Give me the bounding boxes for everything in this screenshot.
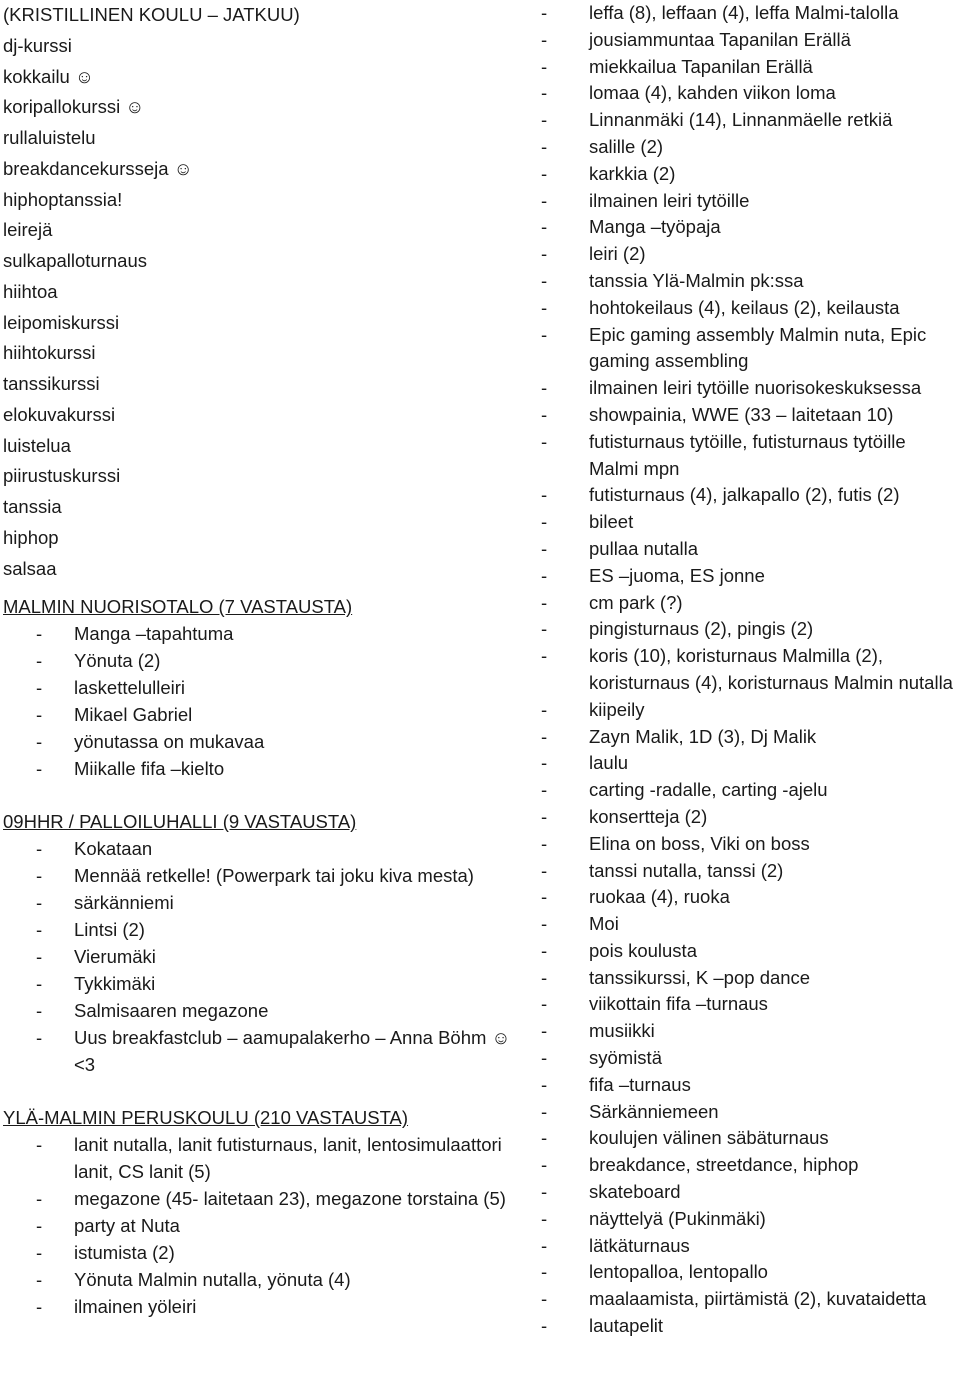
list-item — [3, 889, 523, 916]
list-item — [541, 322, 960, 376]
list-item-text: carting -radalle, carting -ajelu — [589, 779, 828, 801]
bullet-dash: - — [541, 618, 548, 640]
bullet-dash: - — [541, 1020, 548, 1042]
bullet-dash: - — [541, 993, 548, 1015]
intro-line: elokuvakurssi — [3, 403, 116, 425]
list-item-text: Epic gaming assembly Malmin nuta, Epic gaming assembling — [589, 323, 927, 372]
bullet-dash: - — [541, 403, 548, 425]
list-item-text: pingisturnaus (2), pingis (2) — [589, 618, 814, 640]
bullet-dash: - — [541, 779, 548, 801]
list-item-text: istumista (2) — [74, 1242, 175, 1264]
list-item-text: Zayn Malik, 1D (3), Dj Malik — [589, 725, 817, 747]
list-item — [3, 1293, 523, 1320]
list-item-text: koulujen välinen säbäturnaus — [589, 1127, 829, 1149]
list-item-text: tanssikurssi, K –pop dance — [589, 966, 811, 988]
list-item-text: Lintsi (2) — [74, 919, 145, 941]
list-item-text: tanssi nutalla, tanssi (2) — [589, 859, 784, 881]
list-item-text: leffa (8), leffaan (4), leffa Malmi-talolla — [589, 2, 899, 23]
list-item — [3, 674, 523, 701]
intro-line: (KRISTILLINEN KOULU – JATKUU) — [3, 4, 300, 25]
section-heading: 09HHR / PALLOILUHALLI (9 VASTAUSTA) — [3, 811, 357, 833]
section-heading: MALMIN NUORISOTALO (7 VASTAUSTA) — [3, 596, 353, 618]
list-item-text: karkkia (2) — [589, 162, 676, 184]
section-gap — [3, 584, 523, 593]
bullet-dash: - — [36, 704, 43, 726]
list-item — [541, 697, 960, 724]
list-item — [3, 1131, 523, 1185]
list-item-text: särkänniemi — [74, 892, 174, 914]
bullet-dash: - — [36, 1134, 43, 1156]
bullet-dash: - — [541, 2, 548, 23]
list-item-text: Vierumäki — [74, 946, 156, 968]
bullet-dash: - — [36, 1188, 43, 1210]
list-item-text: skateboard — [589, 1181, 681, 1203]
bullet-dash: - — [541, 1127, 548, 1149]
list-item — [541, 161, 960, 188]
bullet-dash: - — [541, 216, 548, 238]
list-item — [541, 1233, 960, 1260]
bullet-dash: - — [36, 623, 43, 645]
bullet-dash: - — [36, 1242, 43, 1264]
bullet-dash: - — [36, 1296, 43, 1318]
intro-line: breakdancekursseja ☺ — [3, 157, 193, 179]
list-item-text: Särkänniemeen — [589, 1100, 719, 1122]
bullet-dash: - — [541, 1073, 548, 1095]
list-item-text: Mennää retkelle! (Powerpark tai joku kiva mesta) — [74, 865, 474, 887]
list-item — [541, 1313, 960, 1340]
bullet-dash: - — [541, 269, 548, 291]
list-item-text: Salmisaaren megazone — [74, 1000, 269, 1022]
list-item-text: bileet — [589, 511, 634, 533]
list-item — [3, 647, 523, 674]
bullet-dash: - — [36, 1000, 43, 1022]
list-item-text: breakdance, streetdance, hiphop — [589, 1154, 859, 1176]
list-item — [541, 375, 960, 402]
bullet-dash: - — [541, 243, 548, 265]
intro-line: hiihtokurssi — [3, 342, 96, 364]
bullet-dash: - — [541, 1288, 548, 1310]
list-item — [541, 616, 960, 643]
intro-line: tanssikurssi — [3, 373, 100, 394]
bullet-dash: - — [541, 698, 548, 720]
list-item-text: ilmainen yöleiri — [74, 1296, 197, 1318]
list-item — [541, 241, 960, 268]
list-item-text: Tykkimäki — [74, 973, 156, 995]
bullet-dash: - — [541, 725, 548, 747]
bullet-dash: - — [541, 537, 548, 559]
list-item — [3, 1266, 523, 1293]
section-gap — [3, 1078, 523, 1104]
list-item — [3, 1212, 523, 1239]
bullet-dash: - — [541, 189, 548, 211]
intro-line: sulkapalloturnaus — [3, 250, 147, 271]
list-item-text: fifa –turnaus — [589, 1073, 691, 1095]
list-item — [541, 1179, 960, 1206]
list-item-text: party at Nuta — [74, 1215, 180, 1237]
bullet-dash: - — [541, 591, 548, 613]
list-item — [541, 884, 960, 911]
bullet-dash: - — [36, 946, 43, 968]
intro-line: kokkailu ☺ — [3, 65, 94, 87]
bullet-dash: - — [541, 28, 548, 50]
bullet-dash: - — [541, 162, 548, 184]
list-item-text: Yönuta Malmin nutalla, yönuta (4) — [74, 1269, 351, 1291]
bullet-dash: - — [541, 1100, 548, 1122]
list-item-text: Miikalle fifa –kielto — [74, 758, 225, 780]
bullet-dash: - — [541, 1261, 548, 1283]
list-item-text: Uus breakfastclub – aamupalakerho – Anna Böhm ☺ <3 — [74, 1027, 511, 1076]
bullet-dash: - — [541, 296, 548, 318]
intro-line: dj-kurssi — [3, 34, 72, 56]
intro-line: hiihtoa — [3, 280, 58, 302]
list-item-text: ilmainen leiri tytöille nuorisokeskuksessa — [589, 377, 922, 399]
list-item-text: Manga –työpaja — [589, 216, 721, 238]
bullet-dash: - — [541, 1207, 548, 1229]
bullet-dash: - — [541, 82, 548, 104]
list-item-text: megazone (45- laitetaan 23), megazone torstaina (5) — [74, 1188, 506, 1210]
intro-line: hiphoptanssia! — [3, 188, 123, 210]
list-item — [541, 536, 960, 563]
bullet-dash: - — [36, 677, 43, 699]
list-item-text: viikottain fifa –turnaus — [589, 993, 768, 1015]
intro-list — [3, 0, 523, 584]
bullet-dash: - — [541, 805, 548, 827]
list-item-text: salille (2) — [589, 135, 664, 157]
list-item-text: laulu — [589, 752, 629, 774]
list-item — [541, 107, 960, 134]
bullet-dash: - — [541, 109, 548, 131]
list-item — [541, 563, 960, 590]
list-item-text: jousiammuntaa Tapanilan Erällä — [589, 28, 851, 50]
list-item — [541, 1099, 960, 1126]
list-item — [541, 1286, 960, 1313]
list-item — [541, 750, 960, 777]
list-item — [541, 1152, 960, 1179]
list-item-text: lentopalloa, lentopallo — [589, 1261, 768, 1283]
bullet-dash: - — [541, 511, 548, 533]
list-item-text: Elina on boss, Viki on boss — [589, 832, 810, 854]
list-item-text: miekkailua Tapanilan Erällä — [589, 55, 813, 77]
bullet-dash: - — [36, 838, 43, 860]
list-item — [541, 509, 960, 536]
bullet-dash: - — [36, 758, 43, 780]
intro-line: rullaluistelu — [3, 127, 96, 148]
list-item-text: Moi — [589, 913, 619, 935]
list-item-text: tanssia Ylä-Malmin pk:ssa — [589, 269, 804, 291]
list-item — [541, 214, 960, 241]
list-item — [541, 188, 960, 215]
list-item-text: ilmainen leiri tytöille — [589, 189, 750, 211]
list-item — [541, 1018, 960, 1045]
list-item-text: kiipeily — [589, 698, 645, 720]
bullet-dash: - — [541, 939, 548, 961]
bullet-dash: - — [541, 1047, 548, 1069]
intro-line: luistelua — [3, 434, 71, 456]
list-item — [541, 27, 960, 54]
list-item — [541, 1125, 960, 1152]
list-item — [541, 724, 960, 751]
list-item-text: ruokaa (4), ruoka — [589, 886, 730, 908]
list-item-text: pois koulusta — [589, 939, 697, 961]
list-item — [541, 965, 960, 992]
list-item-text: pullaa nutalla — [589, 537, 699, 559]
list-item-text: näyttelyä (Pukinmäki) — [589, 1207, 766, 1229]
list-item — [541, 402, 960, 429]
bullet-dash: - — [541, 484, 548, 506]
list-item — [541, 1072, 960, 1099]
bullet-dash: - — [541, 913, 548, 935]
list-item — [541, 268, 960, 295]
bullet-dash: - — [541, 377, 548, 399]
list-item — [541, 831, 960, 858]
list-item — [3, 997, 523, 1024]
list-item-text: leiri (2) — [589, 243, 646, 265]
bullet-dash: - — [541, 886, 548, 908]
list-item-text: maalaamista, piirtämistä (2), kuvataidetta — [589, 1288, 927, 1310]
bullet-dash: - — [36, 973, 43, 995]
intro-line: piirustuskurssi — [3, 465, 121, 487]
bullet-dash: - — [541, 645, 548, 667]
bullet-dash: - — [36, 1269, 43, 1291]
intro-line: salsaa — [3, 557, 57, 579]
list-item — [541, 590, 960, 617]
list-item — [541, 80, 960, 107]
bullet-dash: - — [541, 1154, 548, 1176]
list-item-text: lomaa (4), kahden viikon loma — [589, 82, 836, 104]
list-item — [3, 755, 523, 782]
list-item — [541, 911, 960, 938]
list-item-text: Kokataan — [74, 838, 153, 860]
bullet-dash: - — [541, 832, 548, 854]
bullet-dash: - — [541, 135, 548, 157]
list-item-text: musiikki — [589, 1020, 655, 1042]
list-item — [541, 804, 960, 831]
list-item — [3, 916, 523, 943]
bullet-dash: - — [541, 1234, 548, 1256]
bullet-dash: - — [541, 564, 548, 586]
list-item-text: futisturnaus tytöille, futisturnaus tytöille Malmi mpn — [589, 430, 906, 479]
bullet-dash: - — [36, 865, 43, 887]
intro-line: tanssia — [3, 496, 62, 517]
list-item-text: lanit nutalla, lanit futisturnaus, lanit, lentosimulaattori lanit, CS lanit (5) — [74, 1134, 502, 1183]
bullet-dash: - — [541, 430, 548, 452]
bullet-dash: - — [541, 55, 548, 77]
intro-line: leirejä — [3, 219, 53, 241]
list-item — [541, 134, 960, 161]
list-item — [541, 1045, 960, 1072]
intro-line: hiphop — [3, 526, 59, 548]
list-item-text: koris (10), koristurnaus Malmilla (2), koristurnaus (4), koristurnaus Malmin nutalla — [589, 645, 953, 693]
bullet-dash: - — [36, 1215, 43, 1237]
section-gap — [3, 782, 523, 808]
list-item-text: lautapelit — [589, 1315, 664, 1337]
section-heading: YLÄ-MALMIN PERUSKOULU (210 VASTAUSTA) — [3, 1107, 409, 1129]
bullet-dash: - — [541, 966, 548, 988]
bullet-dash: - — [541, 1315, 548, 1337]
list-item-text: konsertteja (2) — [589, 805, 708, 827]
list-item — [541, 1206, 960, 1233]
list-item — [3, 835, 523, 862]
sections — [3, 584, 523, 1320]
list-item — [3, 620, 523, 647]
list-item — [3, 943, 523, 970]
intro-line: koripallokurssi ☺ — [3, 96, 145, 118]
list-item — [3, 701, 523, 728]
list-item-text: Mikael Gabriel — [74, 704, 193, 726]
list-item-text: syömistä — [589, 1047, 662, 1069]
list-item — [541, 295, 960, 322]
list-item — [541, 858, 960, 885]
list-item — [3, 728, 523, 755]
list-item-text: laskettelulleiri — [74, 677, 186, 699]
list-item — [541, 777, 960, 804]
left-column — [3, 0, 523, 1320]
list-item — [541, 482, 960, 509]
list-item-text: cm park (?) — [589, 591, 683, 613]
right-column — [541, 0, 960, 1340]
bullet-dash: - — [541, 1181, 548, 1203]
list-item-text: Yönuta (2) — [74, 650, 161, 672]
list-item — [541, 991, 960, 1018]
list-item — [541, 938, 960, 965]
bullet-dash: - — [36, 731, 43, 753]
intro-line: leipomiskurssi — [3, 311, 120, 333]
bullet-dash: - — [36, 1027, 43, 1049]
list-item-text: yönutassa on mukavaa — [74, 731, 265, 753]
list-item-text: ES –juoma, ES jonne — [589, 564, 765, 586]
bullet-dash: - — [541, 752, 548, 774]
list-item-text: futisturnaus (4), jalkapallo (2), futis (2) — [589, 484, 900, 506]
list-item — [541, 54, 960, 81]
list-item — [541, 429, 960, 483]
list-item-text: lätkäturnaus — [589, 1234, 690, 1256]
bullet-dash: - — [36, 919, 43, 941]
list-item — [3, 1024, 523, 1078]
bullet-dash: - — [36, 650, 43, 672]
list-item — [3, 1239, 523, 1266]
bullet-dash: - — [541, 323, 548, 345]
list-item — [541, 643, 960, 697]
list-item-text: Manga –tapahtuma — [74, 623, 234, 645]
list-item — [3, 970, 523, 997]
list-item-text: Linnanmäki (14), Linnanmäelle retkiä — [589, 109, 893, 131]
list-item — [541, 0, 960, 27]
list-item — [3, 1185, 523, 1212]
bullet-dash: - — [36, 892, 43, 914]
bullet-dash: - — [541, 859, 548, 881]
list-item-text: showpainia, WWE (33 – laitetaan 10) — [589, 403, 894, 425]
right-list — [541, 0, 960, 1340]
list-item — [541, 1259, 960, 1286]
list-item — [3, 862, 523, 889]
list-item-text: hohtokeilaus (4), keilaus (2), keilausta — [589, 296, 900, 318]
